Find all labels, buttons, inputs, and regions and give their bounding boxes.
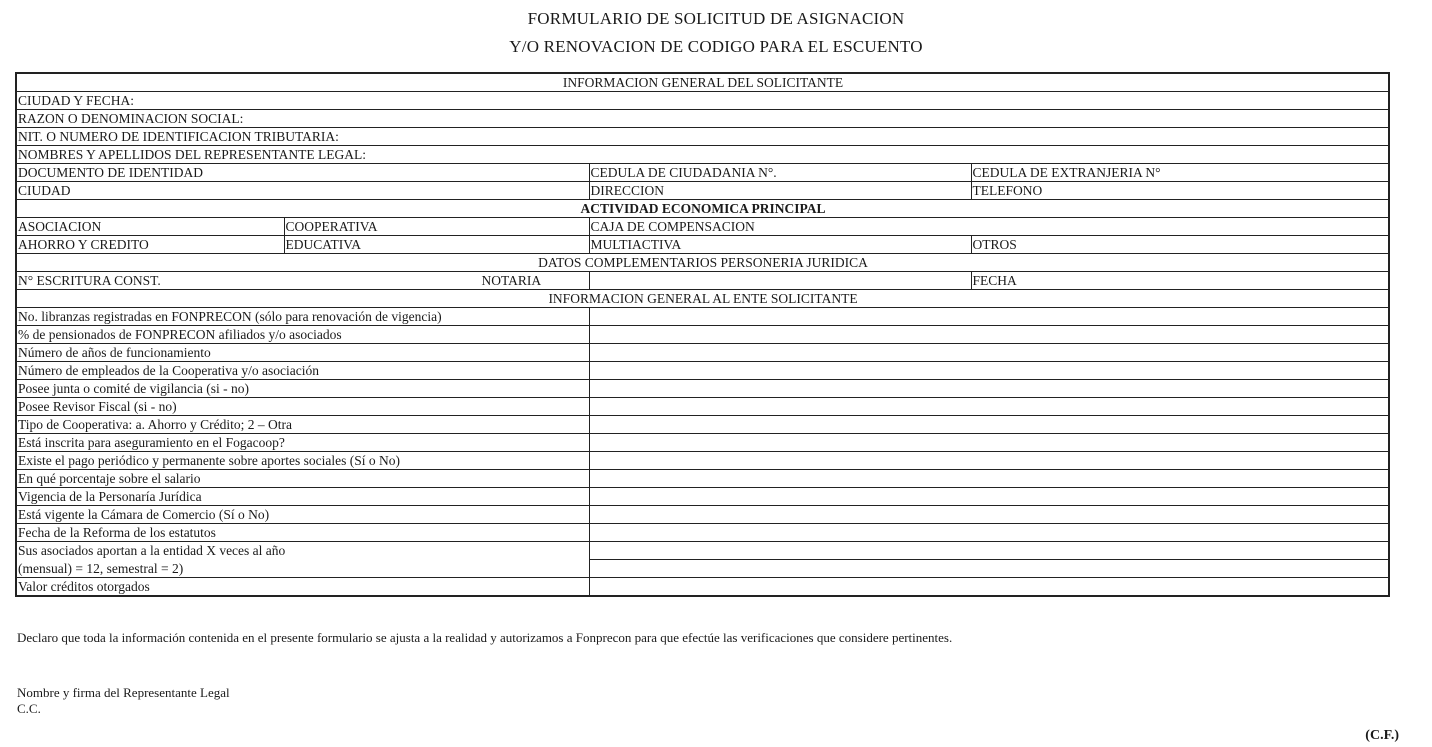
question-label: No. libranzas registradas en FONPRECON (sólo para renovación de vigencia) (16, 308, 589, 326)
field-ciudad-fecha[interactable]: CIUDAD Y FECHA: (16, 92, 1389, 110)
field-direccion[interactable]: DIRECCION (589, 182, 971, 200)
field-representante-legal[interactable]: NOMBRES Y APELLIDOS DEL REPRESENTANTE LEGAL: (16, 146, 1389, 164)
cc-label: C.C. (17, 701, 41, 716)
question-label: Está vigente la Cámara de Comercio (Sí o No) (16, 506, 589, 524)
field-documento-identidad[interactable]: DOCUMENTO DE IDENTIDAD (16, 164, 589, 182)
question-label: Posee junta o comité de vigilancia (si - no) (16, 380, 589, 398)
question-label: Tipo de Cooperativa: a. Ahorro y Crédito; 2 – Otra (16, 416, 589, 434)
option-educativa[interactable]: EDUCATIVA (284, 236, 589, 254)
field-telefono[interactable]: TELEFONO (971, 182, 1389, 200)
field-fecha[interactable]: FECHA (971, 272, 1389, 290)
answer-cell[interactable] (589, 560, 1389, 578)
field-escritura[interactable]: N° ESCRITURA CONST. (16, 272, 589, 290)
answer-cell[interactable] (589, 326, 1389, 344)
answer-cell[interactable] (589, 434, 1389, 452)
answer-cell[interactable] (589, 380, 1389, 398)
question-label: (mensual) = 12, semestral = 2) (16, 560, 589, 578)
answer-cell[interactable] (589, 362, 1389, 380)
question-label: Fecha de la Reforma de los estatutos (16, 524, 589, 542)
question-label: Está inscrita para aseguramiento en el Fogacoop? (16, 434, 589, 452)
answer-cell[interactable] (589, 452, 1389, 470)
answer-cell[interactable] (589, 344, 1389, 362)
answer-cell[interactable] (589, 506, 1389, 524)
option-caja-compensacion[interactable]: CAJA DE COMPENSACION (589, 218, 1389, 236)
form-code: (C.F.) (1365, 728, 1399, 743)
section-header-personeria: DATOS COMPLEMENTARIOS PERSONERIA JURIDICA (16, 254, 1389, 272)
answer-cell[interactable] (589, 470, 1389, 488)
question-label: En qué porcentaje sobre el salario (16, 470, 589, 488)
form-title-line-2: Y/O RENOVACION DE CODIGO PARA EL ESCUENTO (509, 37, 923, 56)
question-label: Número de empleados de la Cooperativa y/o asociación (16, 362, 589, 380)
answer-cell[interactable] (589, 308, 1389, 326)
answer-cell[interactable] (589, 416, 1389, 434)
section-header-actividad: ACTIVIDAD ECONOMICA PRINCIPAL (16, 200, 1389, 218)
answer-cell[interactable] (589, 398, 1389, 416)
option-asociacion[interactable]: ASOCIACION (16, 218, 284, 236)
declaration-text: Declaro que toda la información contenida en el presente formulario se ajusta a la realidad y autorizamos a Fonprecon para que efectúe las verificaciones que considere pertinentes. (17, 630, 953, 645)
question-label: Número de años de funcionamiento (16, 344, 589, 362)
answer-cell[interactable] (589, 488, 1389, 506)
option-multiactiva[interactable]: MULTIACTIVA (589, 236, 971, 254)
form-title-line-1: FORMULARIO DE SOLICITUD DE ASIGNACION (527, 9, 905, 28)
question-label: % de pensionados de FONPRECON afiliados y/o asociados (16, 326, 589, 344)
signature-label: Nombre y firma del Representante Legal (17, 685, 230, 700)
field-cedula-ciudadania[interactable]: CEDULA DE CIUDADANIA N°. (589, 164, 971, 182)
answer-cell[interactable] (589, 542, 1389, 560)
field-razon-social[interactable]: RAZON O DENOMINACION SOCIAL: (16, 110, 1389, 128)
application-form-table (15, 72, 1390, 597)
field-notaria[interactable]: NOTARIA (589, 272, 971, 290)
option-cooperativa[interactable]: COOPERATIVA (284, 218, 589, 236)
answer-cell[interactable] (589, 524, 1389, 542)
section-header-general: INFORMACION GENERAL DEL SOLICITANTE (16, 73, 1389, 92)
question-label: Existe el pago periódico y permanente sobre aportes sociales (Sí o No) (16, 452, 589, 470)
field-nit[interactable]: NIT. O NUMERO DE IDENTIFICACION TRIBUTARIA: (16, 128, 1389, 146)
option-ahorro-credito[interactable]: AHORRO Y CREDITO (16, 236, 284, 254)
answer-cell[interactable] (589, 578, 1389, 597)
question-label: Posee Revisor Fiscal (si - no) (16, 398, 589, 416)
field-cedula-extranjeria[interactable]: CEDULA DE EXTRANJERIA N° (971, 164, 1389, 182)
option-otros[interactable]: OTROS (971, 236, 1389, 254)
section-header-ente: INFORMACION GENERAL AL ENTE SOLICITANTE (16, 290, 1389, 308)
field-ciudad[interactable]: CIUDAD (16, 182, 589, 200)
question-label: Valor créditos otorgados (16, 578, 589, 597)
question-label: Sus asociados aportan a la entidad X veces al año (16, 542, 589, 560)
question-label: Vigencia de la Personaría Jurídica (16, 488, 589, 506)
